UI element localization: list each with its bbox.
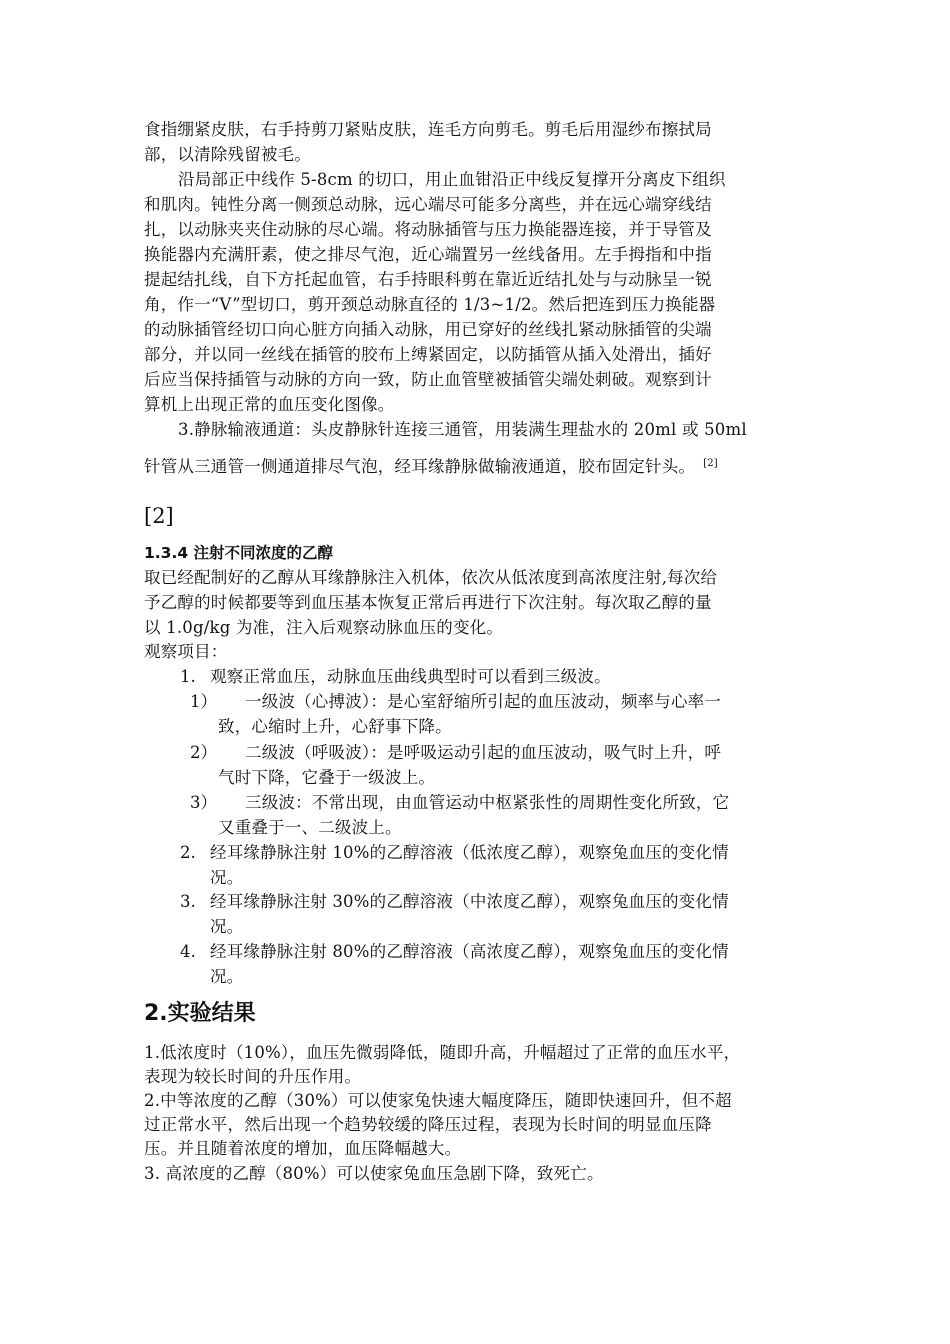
text-line: 表现为较长时间的升压作用。 <box>144 1067 362 1086</box>
list-item-text: 观察正常血压，动脉血压曲线典型时可以看到三级波。 <box>210 667 611 686</box>
list-number: 2） <box>190 743 217 762</box>
text-line: 和肌肉。钝性分离一侧颈总动脉，远心端尽可能多分离些，并在远心端穿线结 <box>144 195 712 214</box>
list-number: 1） <box>190 692 217 711</box>
list-number: 1. <box>180 667 196 686</box>
list-item-text: 一级波（心搏波）：是心室舒缩所引起的血压波动，频率与心率一 <box>245 692 722 711</box>
list-number: 3） <box>190 793 217 812</box>
citation-superscript: [2] <box>703 457 718 469</box>
text-line-content: 针管从三通管一侧通道排尽气泡，经耳缘静脉做输液通道，胶布固定针头。 <box>144 457 696 476</box>
text-line: 扎，以动脉夹夹住动脉的尽心端。将动脉插管与压力换能器连接，并于导管及 <box>144 220 712 239</box>
text-line: 以 1.0g/kg 为准，注入后观察动脉血压的变化。 <box>144 618 504 637</box>
text-line: 取已经配制好的乙醇从耳缘静脉注入机体，依次从低浓度到高浓度注射,每次给 <box>144 568 718 587</box>
list-number: 3. <box>180 892 196 911</box>
list-item-text: 气时下降，它叠于一级波上。 <box>218 768 436 787</box>
list-item-text: 况。 <box>210 967 244 986</box>
text-line: 沿局部正中线作 5-8cm 的切口，用止血钳沿正中线反复撑开分离皮下组织 <box>178 170 726 189</box>
text-line: 予乙醇的时候都要等到血压基本恢复正常后再进行下次注射。每次取乙醇的量 <box>144 593 712 612</box>
text-line: 部，以清除残留被毛。 <box>144 145 311 164</box>
text-line: 食指绷紧皮肤，右手持剪刀紧贴皮肤，连毛方向剪毛。剪毛后用湿纱布擦拭局 <box>144 120 712 139</box>
section-heading: 2.实验结果 <box>144 1001 256 1026</box>
text-line: 1.低浓度时（10%），血压先微弱降低，随即升高，升幅超过了正常的血压水平， <box>144 1043 741 1062</box>
text-line: 部分，并以同一丝线在插管的胶布上缚紧固定，以防插管从插入处滑出，插好 <box>144 345 712 364</box>
text-line: 3.静脉输液通道：头皮静脉针连接三通管，用装满生理盐水的 20ml 或 50ml <box>178 420 747 439</box>
subsection-heading: 1.3.4 注射不同浓度的乙醇 <box>144 544 334 562</box>
list-item-text: 经耳缘静脉注射 30%的乙醇溶液（中浓度乙醇），观察兔血压的变化情 <box>210 892 729 911</box>
text-line: 角，作一“V”型切口，剪开颈总动脉直径的 1/3~1/2。然后把连到压力换能器 <box>144 295 716 314</box>
observe-label: 观察项目： <box>144 642 228 661</box>
list-item-text: 经耳缘静脉注射 10%的乙醇溶液（低浓度乙醇），观察兔血压的变化情 <box>210 843 729 862</box>
text-line: 换能器内充满肝素，使之排尽气泡，近心端置另一丝线备用。左手拇指和中指 <box>144 245 712 264</box>
text-line: 提起结扎线，自下方托起血管，右手持眼科剪在靠近近结扎处与与动脉呈一锐 <box>144 270 712 289</box>
list-item-text: 况。 <box>210 868 244 887</box>
list-item-text: 经耳缘静脉注射 80%的乙醇溶液（高浓度乙醇），观察兔血压的变化情 <box>210 942 729 961</box>
text-line: 过正常水平，然后出现一个趋势较缓的降压过程，表现为长时间的明显血压降 <box>144 1115 712 1134</box>
list-item-text: 又重叠于一、二级波上。 <box>218 818 402 837</box>
text-line: 后应当保持插管与动脉的方向一致，防止血管壁被插管尖端处刺破。观察到计 <box>144 370 712 389</box>
list-item-text: 二级波（呼吸波）：是呼吸运动引起的血压波动，吸气时上升，呼 <box>245 743 722 762</box>
list-item-text: 况。 <box>210 917 244 936</box>
citation-reference: [2] <box>144 504 174 528</box>
text-line: 压。并且随着浓度的增加，血压降幅越大。 <box>144 1139 462 1158</box>
list-number: 2. <box>180 843 196 862</box>
text-line: 的动脉插管经切口向心脏方向插入动脉，用已穿好的丝线扎紧动脉插管的尖端 <box>144 320 712 339</box>
text-line: 3. 高浓度的乙醇（80%）可以使家兔血压急剧下降，致死亡。 <box>144 1164 604 1183</box>
list-item-text: 三级波：不常出现，由血管运动中枢紧张性的周期性变化所致，它 <box>245 793 730 812</box>
list-number: 4. <box>180 942 196 961</box>
text-line <box>144 455 718 479</box>
list-item-text: 致，心缩时上升，心舒事下降。 <box>218 717 452 736</box>
text-line: 算机上出现正常的血压变化图像。 <box>144 395 395 414</box>
text-line: 2.中等浓度的乙醇（30%）可以使家兔快速大幅度降压，随即快速回升，但不超 <box>144 1091 732 1110</box>
